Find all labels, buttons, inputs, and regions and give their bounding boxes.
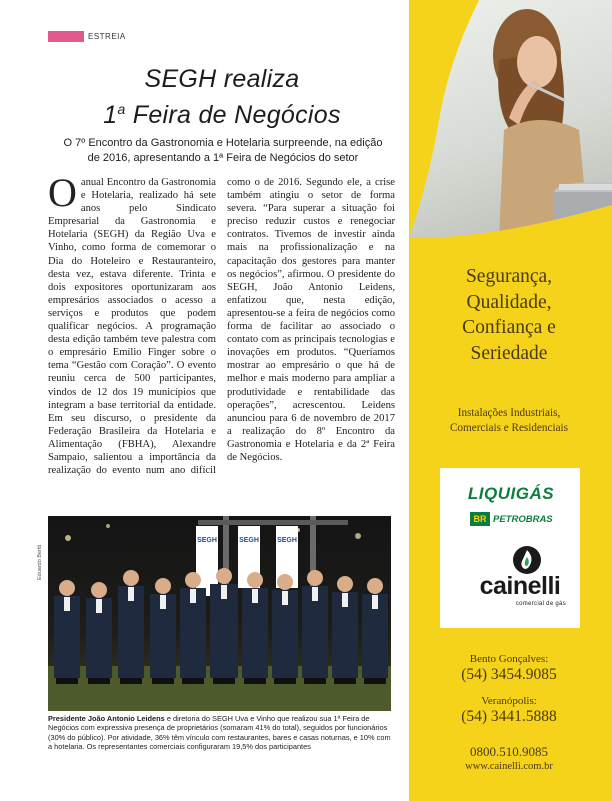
slogan-line: Confiança e — [462, 317, 556, 338]
banner-text: SEGH — [197, 537, 217, 544]
banner-text: SEGH — [239, 537, 259, 544]
section-tag — [48, 30, 126, 42]
services-line: Comerciais e Residenciais — [449, 422, 569, 434]
ad-services — [414, 406, 604, 436]
caption-text: e diretoria do SEGH Uva e Vinho que realizou sua 1ª Feira de Negócios com expressiva presença de proprietários (somaram 41% do total), seguidos por funcionários (30% do público). Por atividade, 36% têm vínculo com restaurantes, bares e casas noturnas, e 10% com a hotelaria. Os representantes comerciais configuraram 19,5% dos participantes — [48, 714, 391, 751]
cainelli-logo: cainelli — [479, 572, 561, 600]
event-photo — [48, 516, 391, 711]
article-body — [48, 170, 395, 506]
section-color-bar — [48, 31, 84, 42]
slogan-line: Seriedade — [470, 342, 548, 364]
contact-phone: (54) 3454.9085 — [461, 666, 557, 683]
caption-lead: Presidente João Antonio Leidens — [48, 714, 165, 723]
contact-city: Veranópolis: — [481, 695, 537, 707]
article-paragraph — [48, 170, 395, 477]
liquigas-logo: LIQUIGÁS — [467, 484, 555, 503]
banner-text: SEGH — [277, 537, 297, 544]
ad-slogan — [414, 264, 604, 366]
br-badge: BR — [470, 512, 490, 526]
contact-bento-goncalves — [414, 652, 604, 684]
petrobras-name: PETROBRAS — [493, 513, 553, 525]
ad-photo — [409, 0, 612, 238]
title-line-2 — [48, 94, 396, 130]
title-rest: Feira de Negócios — [125, 101, 341, 129]
cainelli-tagline: comercial de gás — [515, 601, 566, 607]
section-label: ESTREIA — [88, 31, 126, 41]
drop-cap: O — [48, 170, 77, 215]
article-title — [48, 64, 396, 130]
contact-city: Bento Gonçalves: — [469, 653, 549, 665]
yellow-swoosh-decoration — [409, 0, 612, 238]
contact-veranopolis — [414, 694, 604, 726]
photo-credit: Eduardo Bertti — [37, 544, 43, 580]
title-line-1: SEGH realiza — [144, 65, 300, 93]
slogan-line: Qualidade, — [466, 291, 552, 313]
group-photo-illustration — [48, 516, 391, 711]
petrobras-logo — [470, 512, 553, 526]
title-ordinal-suffix: a — [117, 101, 126, 117]
contact-phone: (54) 3441.5888 — [461, 708, 557, 725]
slogan-line: Segurança, — [465, 266, 553, 287]
article-subtitle: O 7º Encontro da Gastronomia e Hotelaria surpreende, na edição de 2016, apresentando a 1ª Feira de Negócios do setor — [63, 137, 383, 164]
article-text: anual Encontro da Gastronomia e Hotelaria, realizado há sete anos pelo Sindicato Empresarial da Gastronomia e Hotelaria (SEGH) da Região Uva e Vinho, como forma de comemorar o Dia do Hoteleiro e Restauranteiro, desta vez, estava diferente. Trinta e dois expositores oportunizaram aos empresários associados o acesso a serviços e produtos que podem qualificar negócios. A programação desta edição também teve palestra com o empresário Emílio Finger sobre o tema “Gestão com Coração”. O evento reuniu cerca de 500 participantes, vindos de 12 dos 19 municípios que integram a base territorial da entidade. Em seu discurso, o presidente da Federação Brasileira da Hotelaria e Alimentação (FBHA), Alexandre Sampaio, salientou a importância da realização do evento num ano difícil como o de 2016. Segundo ele, a crise também atingiu o setor de forma severa. “Para superar a situação foi preciso reduzir custos e renegociar contratos. Tivemos de investir ainda mais na profissionalização e na capacitação dos gestores para manter os negócios”, afirmou. O presidente do SEGH, João Antonio Leidens, enfatizou que, nesta edição, apresentou-se a feira de negócios como forma de facilitar ao associado o contato com as principais tecnologias e inovações em produtos. “Queríamos mostrar ao empresário o que há de melhor e mais moderno para ampliar a produtividade e rentabilidade das operações”, acrescentou. Leidens anunciou para 6 de novembro de 2017 a realização do 8º Encontro da Gastronomia e Hotelaria e da 2ª Feira de Negócios. — [48, 177, 395, 477]
services-line: Instalações Industriais, — [457, 407, 561, 419]
website-link: www.cainelli.com.br — [465, 761, 553, 772]
contact-general — [414, 744, 604, 774]
title-ordinal: 1 — [103, 101, 118, 129]
photo-caption — [48, 714, 393, 751]
cainelli-flame-icon — [512, 545, 542, 575]
toll-free-number: 0800.510.9085 — [470, 744, 548, 759]
